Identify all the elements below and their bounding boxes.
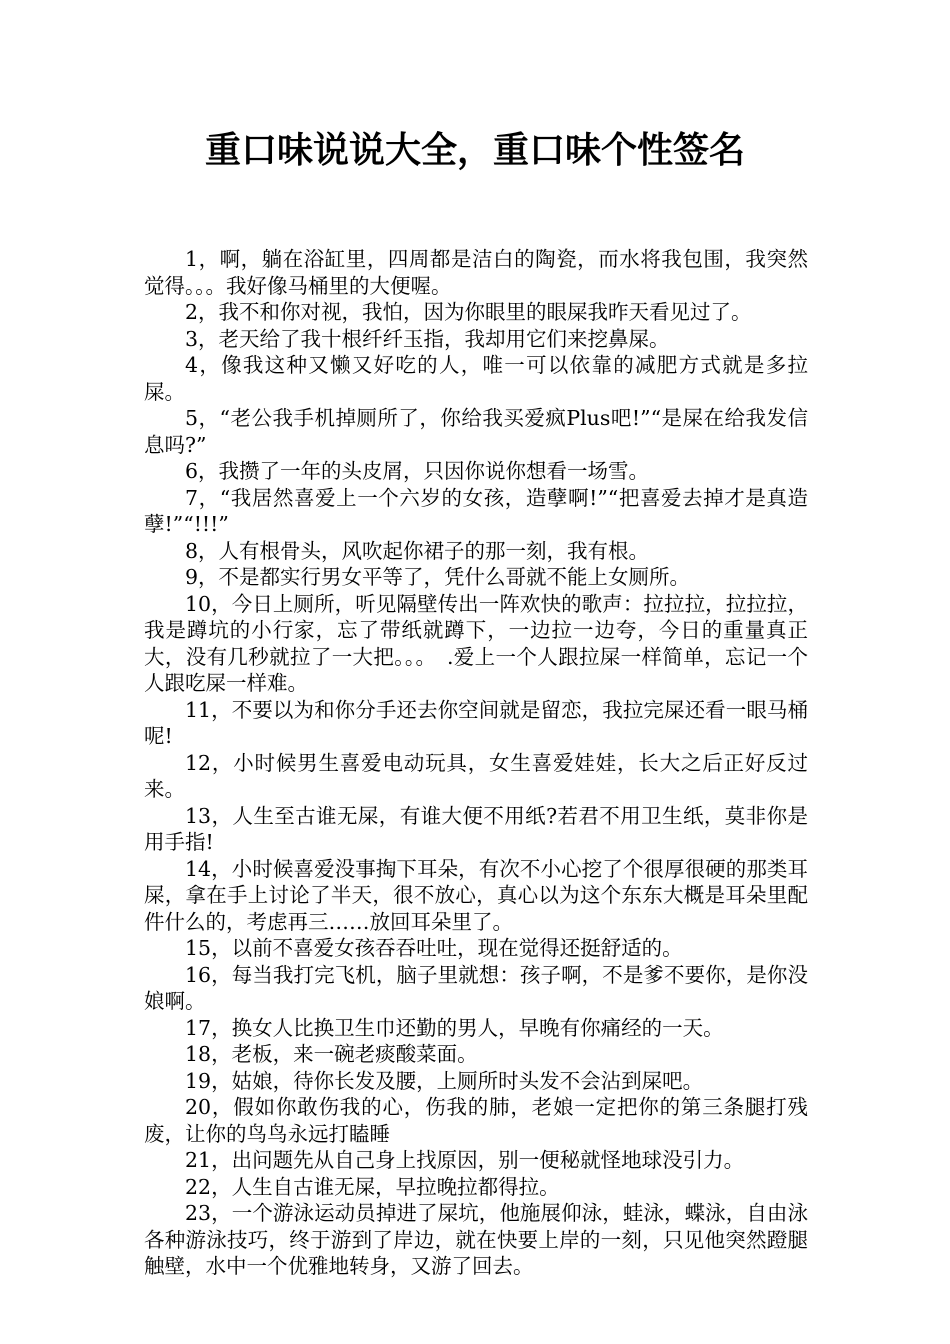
paragraph-19: 19，姑娘，待你长发及腰，上厕所时头发不会沾到屎吧。 bbox=[185, 1068, 704, 1093]
paragraph-7: 7，“我居然喜爱上一个六岁的女孩，造孽啊!”“把喜爱去掉才是真造孽!”“!!!” bbox=[144, 485, 808, 536]
document-body bbox=[144, 246, 808, 1280]
paragraph-5: 5，“老公我手机掉厕所了，你给我买爱疯Plus吧!”“是屎在给我发信息吗?” bbox=[144, 406, 808, 457]
paragraph-3: 3，老天给了我十根纤纤玉指，我却用它们来挖鼻屎。 bbox=[185, 326, 670, 351]
paragraph-9: 9，不是都实行男女平等了，凭什么哥就不能上女厕所。 bbox=[185, 565, 691, 589]
paragraph-16: 16，每当我打完飞机，脑子里就想：孩子啊，不是爹不要你，是你没娘啊。 bbox=[144, 962, 808, 1013]
paragraph-13: 13，人生至古谁无屎，有谁大便不用纸?若君不用卫生纸，莫非你是用手指! bbox=[144, 803, 808, 854]
paragraph-1: 1，啊，躺在浴缸里，四周都是洁白的陶瓷，而水将我包围，我突然觉得。。。我好像马桶里的大便喔。 bbox=[144, 247, 808, 298]
paragraph-4: 4，像我这种又懒又好吃的人，唯一可以依靠的减肥方式就是多拉屎。 bbox=[144, 353, 808, 404]
paragraph-2: 2，我不和你对视，我怕，因为你眼里的眼屎我昨天看见过了。 bbox=[185, 300, 752, 324]
paragraph-14: 14，小时候喜爱没事掏下耳朵，有次不小心挖了个很厚很硬的那类耳屎，拿在手上讨论了半天，很不放心，真心以为这个东东大概是耳朵里配件什么的，考虑再三……放回耳朵里了。 bbox=[144, 856, 808, 934]
paragraph-15: 15，以前不喜爱女孩吞吞吐吐，现在觉得还挺舒适的。 bbox=[185, 936, 683, 960]
paragraph-12: 12，小时候男生喜爱电动玩具，女生喜爱娃娃，长大之后正好反过来。 bbox=[144, 750, 808, 801]
paragraph-6: 6，我攒了一年的头皮屑，只因你说你想看一场雪。 bbox=[185, 459, 650, 483]
paragraph-20: 20，假如你敢伤我的心，伤我的肺，老娘一定把你的第三条腿打残废，让你的鸟鸟永远打瞌睡 bbox=[144, 1095, 808, 1146]
paragraph-23: 23，一个游泳运动员掉进了屎坑，他施展仰泳，蛙泳，蝶泳，自由泳各种游泳技巧，终于游到了岸边，就在快要上岸的一刻，只见他突然蹬腿触壁，水中一个优雅地转身，又游了回去。 bbox=[144, 1201, 808, 1278]
paragraph-21: 21，出问题先从自己身上找原因，别一便秘就怪地球没引力。 bbox=[185, 1148, 745, 1172]
paragraph-17: 17，换女人比换卫生巾还勤的男人，早晚有你痛经的一天。 bbox=[185, 1015, 724, 1040]
page-title: 重口味说说大全，重口味个性签名 bbox=[204, 130, 745, 171]
paragraph-10: 10，今日上厕所，听见隔壁传出一阵欢快的歌声：拉拉拉，拉拉拉，我是蹲坑的小行家，忘了带纸就蹲下，一边拉一边夸，今日的重量真正大，没有几秒就拉了一大把。。。 .爱上一个人跟拉屎一样简单，忘记一个人跟吃屎一样难。 bbox=[144, 591, 808, 695]
paragraph-11: 11，不要以为和你分手还去你空间就是留恋，我拉完屎还看一眼马桶呢! bbox=[144, 697, 808, 748]
paragraph-18: 18，老板，来一碗老痰酸菜面。 bbox=[185, 1042, 478, 1066]
paragraph-22: 22，人生自古谁无屎，早拉晚拉都得拉。 bbox=[185, 1174, 560, 1199]
paragraph-8: 8，人有根骨头，风吹起你裙子的那一刻，我有根。 bbox=[185, 538, 650, 563]
